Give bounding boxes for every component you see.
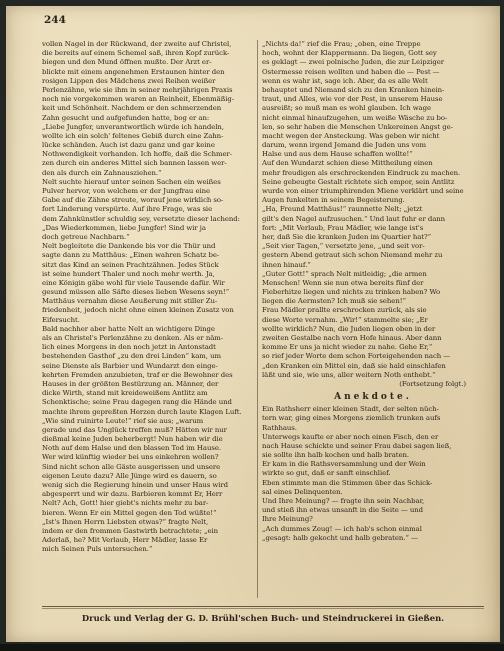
text-line: Nelt suchte hierauf unter seinen Sachen ein weißes [42, 177, 221, 186]
text-line: kehrten Fremden anzubieten, traf er die Bewohner des [42, 370, 233, 379]
text-line: Bald nachher aber hatte Nelt an wichtigere Dinge [42, 324, 215, 333]
text-line: sagte dann zu Matthäus: „Einen wahren Schatz be- [42, 251, 220, 260]
text-line: Schenktische; seine Frau dagegen rang die Hände und [42, 398, 232, 407]
text-line: eine Königin gäbe wohl für viele Tausende dafür. Wir [42, 278, 225, 287]
footer-rule [42, 606, 484, 607]
text-line: „den Kranken ein Mittel ein, daß sie hald einschlafen [262, 361, 446, 370]
text-line: Sind nicht schon alle Gäste ausgerissen und unsere [42, 462, 221, 471]
text-line: mehr freudigen als erschreckenden Eindruck zu machen. [262, 168, 461, 177]
continued-note: (Fortsetzung folgt.) [399, 379, 466, 388]
text-line: zweiten Gestalbe nach vorn Hofe hinaus. Aber dann [262, 334, 442, 342]
text-line: dem Zahnkünstler schuldig sey, versetzte dieser lachend: [42, 214, 240, 223]
text-line: als an Christel's Perlenzähne zu denken. Als er näm- [42, 334, 224, 342]
text-line: biegen und den Mund öffnen mußte. Der Arzt er- [42, 58, 212, 67]
text-line: Er kam in die Rathsversammlung und der Wein [262, 460, 426, 469]
text-line: macht wegen der Ansteckung. Was geben wir nicht [262, 131, 440, 140]
text-line: tern war, ging eines Morgens ziemlich trunken aufs [262, 414, 441, 423]
text-line: „Das Wiederkommen, liebe Jungfer! Sind wir ja [42, 223, 206, 232]
text-line: „Ist's Ihnen Herrn Liebsten etwas?“ fragte Nelt, [42, 517, 209, 526]
text-line: Seine gebeugte Gestalt richtete sich empor, sein Antlitz [262, 177, 455, 186]
text-line: sal eines Delinquenten. [262, 487, 343, 496]
text-line: ist seine hundert Thaler und noch mehr werth. Ja, [42, 269, 215, 278]
text-line: hoch, wohnt der Klappermann. Da liegen, Gott sey [262, 49, 437, 58]
text-line: dicke Wirth, stand mit kreideweißem Antlitz am [42, 389, 208, 398]
text-line: gerade und das Unglück treffen muß? Hätten wir nur [42, 425, 227, 434]
text-line: fort Linderung verspürte. Auf ihre Frage, was sie [42, 205, 213, 214]
text-line: Hauses in der größten Bestürzung an. Männer, der [42, 379, 219, 388]
text-line: Matthäus vernahm diese Aeußerung mit stiller Zu- [42, 297, 218, 306]
text-line: so rief jeder Worte dem schon Forteigehenden nach — [262, 352, 451, 361]
text-line: wollte wirklich? Nun, die Juden liegen oben in der [262, 324, 436, 333]
text-line: wenn es wahr ist, sage ich. Aber, da es alle Welt [262, 76, 428, 85]
text-line: komme Er uns ja nicht wieder zu nahe. Gehe Er,“ [262, 343, 433, 352]
text-line: friedenheit, jedoch nicht ohne einen kleinen Zusatz von [42, 306, 234, 315]
text-line: keit und Schönheit. Nachdem er den schmerzenden [42, 104, 222, 113]
text-line: diese Worte vernahm. „Wir!“ stammelte sie; „Er [262, 315, 428, 324]
text-line: Ihre Meinung? [262, 515, 313, 524]
text-line: Menschen! Wenn sie nun etwa bereits fünf der [262, 278, 424, 287]
page-header [6, 10, 500, 26]
text-line: sie sollte ihn halb kochen und halb braten. [262, 451, 410, 460]
text-line: mich Seinen Puls untersuchen.“ [42, 545, 153, 554]
text-line: und stieß ihn etwas unsanft in die Seite — und [262, 506, 423, 515]
text-line: Ein Rathsherr einer kleinen Stadt, der selten nüch- [262, 405, 439, 414]
text-line: Ostermesse reisen wollten und haben die — Pest — [262, 67, 440, 76]
footer-rule-thin [42, 608, 484, 609]
text-line: „Guter Gott!“ sprach Nelt mitleidig; „die armen [262, 269, 427, 278]
text-line: „gesagt: halb gekocht und halb gebraten.“ — [262, 533, 418, 542]
text-line: Auf den Wundarzt schien diese Mittheilung einen [262, 159, 433, 168]
text-line: traut, und Alles, wie vor der Pest, in unserem Hause [262, 95, 443, 104]
column-divider [257, 40, 258, 598]
text-line: Halse und aus dem Hause schaffen wollte!“ [262, 150, 413, 159]
text-line: Eifersucht. [42, 315, 80, 324]
text-line: bestehenden Gasthof „zu den drei Linden“ kam, um [42, 352, 221, 361]
text-line: fort: „Mit Verlaub, Frau Mädler, wie lange ist's [262, 223, 424, 232]
text-line: wirkte so gut, daß er sanft einschlief. [262, 469, 391, 478]
section-heading: Anekdote. [334, 392, 412, 403]
text-line: Gabe auf die Zähne streute, worauf jene wirklich so- [42, 196, 224, 205]
text-line: Unterwegs kaufte er aber noch einen Fisch, den er [262, 432, 439, 441]
text-line: Rathhaus. [262, 423, 297, 432]
text-line: vollen Nagel in der Rückwand, der zweite auf Christel, [42, 40, 232, 48]
text-line: die bereits auf einem Schemel saß, ihren Kopf zurück- [42, 49, 230, 58]
text-line: abgesperrt und wir dazu. Barbieren kommt Er, Herr [42, 490, 223, 499]
text-line: doch getreue Nachbarn.“ [42, 232, 130, 241]
text-line: gesund müssen alle Säfte dieses lieben Wesens seyn!“ [42, 288, 230, 297]
text-line: zen durch ein anderes Mittel sich bannen lassen wer- [42, 159, 227, 168]
text-line: sitzt das Kind an seinen Prachtzähnen. Jedes Stück [42, 260, 219, 269]
text-line: Noth auf dem Halse und den blassen Tod im Hause. [42, 444, 221, 453]
printer-imprint: Druck und Verlag der G. D. Brühl'schen Buch- und Steindruckerei in Gießen. [81, 613, 445, 623]
text-line: wurde von einer triumphirenden Miene verklärt und seine [262, 187, 464, 195]
text-line: „Nichts da!“ rief die Frau; „oben, eine Treppe [262, 40, 421, 48]
book-page [6, 6, 500, 642]
scan-bottom-edge [0, 644, 504, 651]
text-line: dießmal keine Juden beherbergt! Nun haben wir die [42, 435, 223, 444]
text-line: lücke schänden. Auch ist dazu ganz und gar keine [42, 141, 215, 150]
text-line: gilt's den Nagel aufzusuchen.“ Und laut fuhr er dann [262, 214, 446, 223]
left-text-column [42, 40, 254, 555]
text-line: Zahn gesucht und aufgefunden hatte, bog er an: [42, 113, 210, 122]
text-line: seine Dienste als Barbier und Wundarzt den einge- [42, 361, 218, 370]
text-line: liegen die Aermsten? Ich muß sie sehen!“ [262, 297, 406, 306]
text-line: Pulver hervor, von welchem er der Jungfrau eine [42, 187, 211, 195]
text-line: Nelt begleitete die Dankende bis vor die Thür und [42, 242, 216, 251]
text-line: ausreißt; so muß man es wohl glauben. Ich wage [262, 104, 432, 113]
text-line: darum, wenn irgend Jemand die Juden uns vom [262, 141, 426, 150]
text-line: Aderlaß, he? Mit Verlaub, Herr Mädler, lasse Er [42, 536, 208, 545]
text-line: eigenen Leute dazu? Alle Jünge wird es dauern, so [42, 471, 217, 480]
text-line: Nothwendigkeit vorhanden. Ich hoffe, daß die Schmer- [42, 150, 233, 159]
text-line: Eben stimmte man die Stimmen über das Schick- [262, 478, 433, 487]
text-line: wenig sich die Regierung hinein und unser Haus wird [42, 481, 229, 489]
text-line: indem er den frommen Gastwirth betrachtete; „ein [42, 526, 219, 535]
text-line: blickte mit einem angenehmen Erstaunen hinter den [42, 67, 225, 76]
text-line: Perlenzähne, wie sie ihm in seiner mehrjährigen Praxis [42, 85, 233, 94]
text-line: nicht einmal hinaufzugehen, um weiße Wäsche zu bo- [262, 113, 448, 122]
text-line: „Ha, Freund Matthäus!“ raunnette Nelt; „jetzt [262, 205, 423, 214]
text-line: machte ihrem gepreßten Herzen durch laute Klagen Luft. [42, 407, 242, 416]
text-line: lich eines Morgens in den noch jetzt in Antonstadt [42, 343, 216, 352]
text-line: behauptet und Niemand sich zu den Kranken hinein- [262, 85, 445, 94]
page-number: 244 [44, 14, 66, 26]
text-line: es geklagt — zwei polnische Juden, die zur Leipziger [262, 58, 444, 67]
text-line: läßt und sie, wie uns, aller weitern Noth enthebt.“ [262, 370, 436, 379]
text-line: nach Hause schickte und seiner Frau dabei sagen ließ, [262, 441, 452, 450]
text-line: wollte ich ein solch' feltenes Gebiß durch eine Zahn- [42, 131, 224, 140]
text-line: Und Ihre Meinung? — fragte ihn sein Nachbar, [262, 497, 425, 505]
text-line: Augen funkelten in seinem Begeisterung. [262, 196, 405, 205]
text-line: „Seit vier Tagen,“ versetzte jene, „und seit vor- [262, 242, 425, 251]
text-line: „Ach dummes Zeug! — ich hab's schon einmal [262, 524, 422, 533]
text-line: Frau Mädler prallte erschrocken zurück, als sie [262, 306, 427, 315]
text-line: bieren. Wenn Er ein Mittel gegen den Tod wüßte!“ [42, 508, 217, 517]
text-line: her, daß Sie die kranken Juden im Quartier hat?“ [262, 232, 432, 241]
text-line: Wer wird künftig wieder bei uns einkehren wollen? [42, 453, 219, 462]
right-text-column [262, 40, 484, 543]
text-line: „Wie sind ruinirte Leute!“ rief sie aus; „warum [42, 416, 204, 425]
text-line: rosigen Lippen des Mädchens zwei Reihen weißer [42, 76, 216, 85]
text-line: noch nie vorgekommen waren an Reinheit, Ebenmäßig- [42, 95, 235, 104]
text-line: len, so sehr haben die Menschen Unkereinen Angst ge- [262, 122, 453, 131]
text-line: gestern Abend getraut sich schon Niemand mehr zu [262, 251, 443, 260]
text-line: den als durch ein Zahnausziehen.“ [42, 168, 162, 177]
text-line: Fieberhitze liegen und nichts zu trinken haben? Wo [262, 288, 441, 297]
text-line: Nelt? Ach, Gott! hier giebt's nichts mehr zu bar- [42, 499, 209, 508]
text-line: „Liebe Jungfer, unverantwortlich würde ich handeln, [42, 122, 224, 131]
text-line: ihnen hinauf.“ [262, 260, 311, 269]
